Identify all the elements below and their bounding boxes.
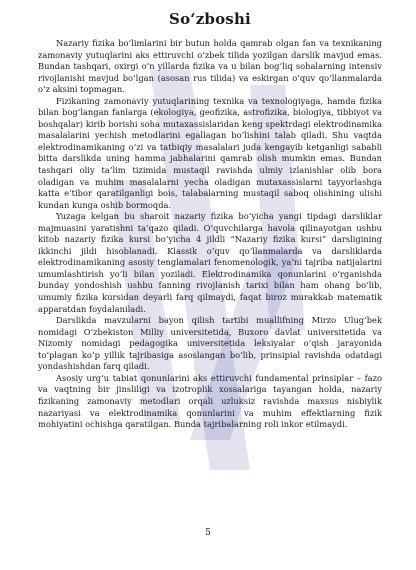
page-title: So‘zboshi bbox=[169, 10, 251, 28]
paragraph-2: Fizikaning zamonaviy yutuqlarining texnika va texnologiyaga, hamda fizika bilan bog‘langan fanlarga (ekologiya, geofizika, astrofizika, biologiya, tibbiyot va boshqalar) kirib borishi soha mutaxassislaridan keng spektrdagi elektrodinamika masalalarini yechish metodlarini egallagan bo‘lishini talab qiladi. Shu vaqtda elektrodinamikaning o‘zi va tatbiqiy masalalari juda kengayib ketganligi sababli bitta darslikda uning hamma jabhalarini qamrab olish mumkin emas. Bundan tashqari oliy ta’lim tizimida mustaqil ravishda ulmiy izlanishlar olib bora oladigan va muhim masalalarni yecha oladigan mutaxassislarni tayyorlashga katta e’tibor qaratilganligi bois, talabalarning mustaqil saboq olishining ulishi kundan kunga oshib bormoqda. bbox=[38, 95, 382, 210]
paragraph-3: Yuzaga kelgan bu sharoit nazariy fizika bo‘yicha yangi tipdagi darsliklar majmuasini yaratishni ta’qazo qiladi. O‘quvchilarga havola qilinayotgan ushbu kitob nazariy fizika kursi bo‘yicha 4 jildli “Nazariy fizika kursi” darsligining ikkinchi jildi hisoblanadi. Klassik o‘quv qo‘llanmalarda va darsliklarda elektrodinamikaning asosiy tenglamalari fenomenologik, ya’ni tajriba natijalarini umumlashtirish yo‘li bilan yoziladi. Elektrodinamika qonunlarini o‘rganishda bunday yondoshish ushbu fanning rivojlanish tarixi bilan ham ohang bo‘lib, umumiy fizika kursidan deyarli farq qilmaydi, faqat biroz murakkab matematik apparatdan foydalaniladi. bbox=[38, 211, 382, 314]
paragraph-1: Nazariy fizika bo‘limlarini bir butun holda qamrab olgan fan va texnikaning zamonaviy yutuqlarini aks ettiruvchi o‘zbek tilida yozilgan darslik mavjud emas. Bundan tashqari, oxirgi o‘n yillarda fizika va u bilan bog‘liq sohalarning intensiv rivojlanishi mavjud bo‘lgan (asosan rus tilida) va eskirgan o‘quv qo‘llanmalarda o‘z aksini topmagan. bbox=[38, 38, 382, 95]
paragraph-4: Darslikda mavzularni bayon qilish tartibi muallifning Mirzo Ulug‘bek nomidagi O‘zbekiston Milliy universitetida, Buxoro davlat universitetida va Nizomiy nomidagi pedagogika universitetida leksiyalar o‘qish jarayonida to‘plagan ko‘p yillik tajribasiga asoslangan bo‘lib, prinsipial ravishda odatdagi yondashishdan farq qiladi. bbox=[38, 315, 382, 372]
page-number: 5 bbox=[205, 528, 211, 538]
paragraph-5: Asosiy urg‘u tabiat qonunlarini aks ettiruvchi fundamental prinsiplar – fazo va vaqtning bir jinsliligi va izotroplik xossalariga tayangan holda, nazariy fizikaning zamonaviy metodlari orqali uzluksiz ravishda maxsus nisbiylik nazariyasi va elektrodinamika qonunlarini va muhim effektlarning fizik mohiyatini ochishga qaratilgan. Bunda tajribalarning roli inkor etilmaydi. bbox=[38, 372, 382, 430]
